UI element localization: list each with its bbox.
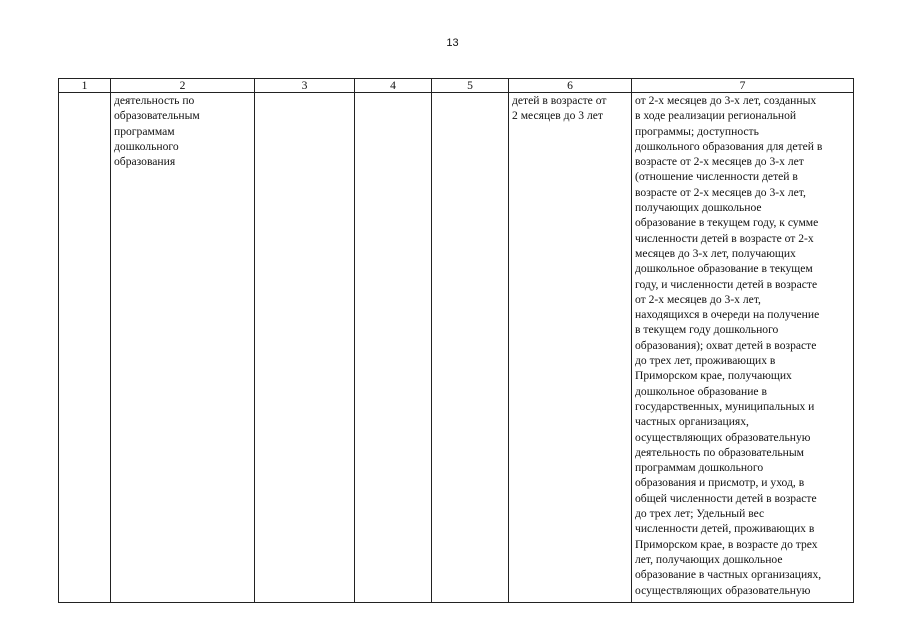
cell-col-3 [255, 93, 355, 603]
cell-col-6: детей в возрасте от 2 месяцев до 3 лет [509, 93, 632, 603]
cell-col-7: от 2-х месяцев до 3-х лет, созданных в ходе реализации региональной программы; доступность дошкольного образования для детей в возрасте от 2-х месяцев до 3-х лет (отношение численности детей в возрасте от 2-х месяцев до 3-х лет, получающих дошкольное образование в текущем году, к сумме численности детей в возрасте от 2-х месяцев до 3-х лет, получающих дошкольное образование в текущем году, и численности детей в возрасте от 2-х месяцев до 3-х лет, находящихся в очереди на получение в текущем году дошкольного образования); охват детей в возрасте до трех лет, проживающих в Приморском крае, получающих дошкольное образование в государственных, муниципальных и частных организациях, осуществляющих образовательную деятельность по образовательным программам дошкольного образования и присмотр, и уход, в общей численности детей в возрасте до трех лет; Удельный вес численности детей, проживающих в Приморском крае, в возрасте до трех лет, получающих дошкольное образование в частных организациях, осуществляющих образовательную [632, 93, 854, 603]
continuation-table [58, 78, 854, 603]
column-header-4: 4 [355, 79, 432, 93]
cell-col-1 [59, 93, 111, 603]
column-header-7: 7 [632, 79, 854, 93]
column-header-6: 6 [509, 79, 632, 93]
table-row [59, 93, 854, 603]
column-header-3: 3 [255, 79, 355, 93]
column-number-row [59, 79, 854, 93]
column-header-2: 2 [111, 79, 255, 93]
cell-col-4 [355, 93, 432, 603]
column-header-5: 5 [432, 79, 509, 93]
cell-col-2: деятельность по образовательным программам дошкольного образования [111, 93, 255, 603]
cell-col-5 [432, 93, 509, 603]
column-header-1: 1 [59, 79, 111, 93]
page-number: 13 [446, 37, 459, 49]
